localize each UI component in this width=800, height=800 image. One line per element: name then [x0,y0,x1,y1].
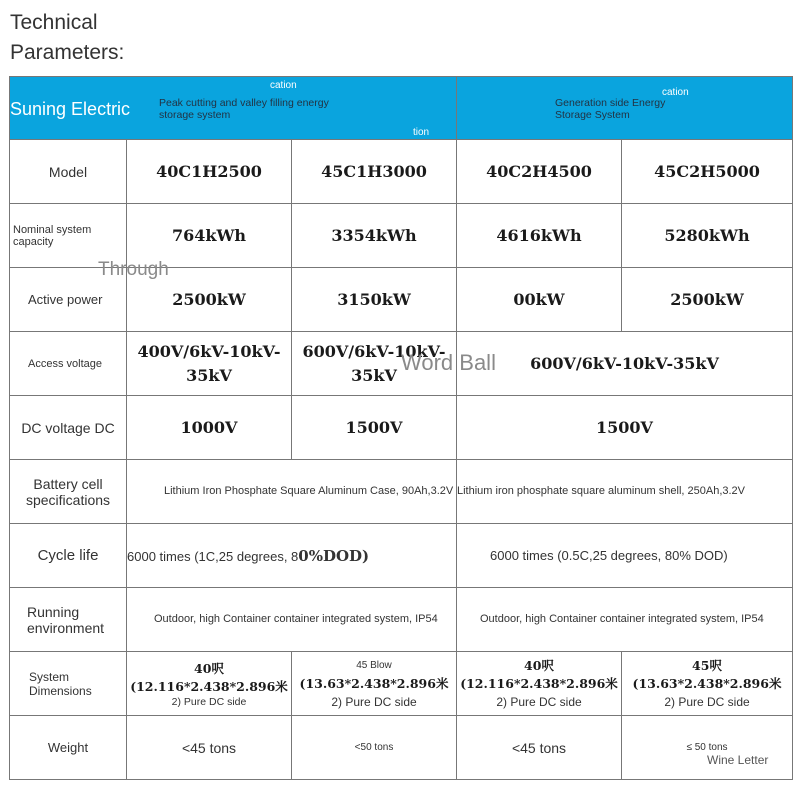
weight-value: <45 tons [127,716,292,780]
overlay-word-ball: Word Ball [401,350,496,375]
page-title: Technical Parameters: [10,11,125,64]
dimension-sub: 2) Pure DC side [331,694,417,709]
table-row [10,652,793,716]
power-value: 2500kW [622,268,793,332]
dimension-measure: (13.63*2.438*2.896米 [632,675,782,691]
capacity-value: 5280kWh [622,204,793,268]
row-label-capacity: Nominal system capacity [10,204,127,268]
battery-spec-right: Lithium iron phosphate square aluminum shell, 250Ah,3.2V [457,460,793,524]
header-right-cell [457,77,793,140]
dimension-size: 45 Blow [356,659,392,671]
brand-name: Suning Electric [10,99,131,119]
header-left-desc: Peak cutting and valley filling energy storage system [159,97,329,121]
dimension-sub: 2) Pure DC side [171,695,247,708]
header-left-cell [10,77,457,140]
battery-spec-left: Lithium Iron Phosphate Square Aluminum Case, 90Ah,3.2V [127,460,457,524]
row-label-weight: Weight [10,716,127,780]
overlay-through: Through [98,259,169,280]
dimension-cell [127,652,292,716]
row-label-cycle: Cycle life [10,524,127,588]
power-value: 00kW [457,268,622,332]
model-value: 40C2H4500 [457,140,622,204]
model-value: 45C1H3000 [292,140,457,204]
dimension-size: 45呎 [692,657,722,673]
dimension-cell [292,652,457,716]
dimension-size: 40呎 [194,660,224,676]
capacity-value: 764kWh [127,204,292,268]
environment-right: Outdoor, high Container container integrated system, IP54 [457,588,793,652]
model-value: 45C2H5000 [622,140,793,204]
header-right-tag: cation [662,87,689,98]
dimension-measure: (12.116*2.438*2.896米 [130,678,288,694]
table-row [10,460,793,524]
capacity-value: 3354kWh [292,204,457,268]
dimension-size: 40呎 [524,657,554,673]
row-label-environment: Running environment [10,588,127,652]
row-label-access-voltage: Access voltage [10,332,127,396]
table-row [10,524,793,588]
weight-value: ≤ 50 tons [622,716,793,780]
table-row [10,204,793,268]
access-voltage-value: 600V/6kV-10kV-35kV [457,332,793,396]
table-row [10,140,793,204]
header-left-tag: cation [270,80,297,91]
table-row [10,396,793,460]
cycle-life-left [127,524,457,588]
weight-value: <45 tons [457,716,622,780]
row-label-battery: Battery cell specifications [10,460,127,524]
cycle-life-left-a: 6000 times (1C,25 degrees, 8 [127,548,299,564]
power-value: 3150kW [292,268,457,332]
dc-voltage-value: 1500V [457,396,793,460]
dimension-sub: 2) Pure DC side [664,694,750,709]
row-label-power: Active power [10,268,127,332]
dimension-measure: (13.63*2.438*2.896米 [299,675,449,691]
dimension-sub: 2) Pure DC side [496,694,582,709]
dimension-cell [457,652,622,716]
row-label-dimensions: System Dimensions [10,652,127,716]
capacity-value: 4616kWh [457,204,622,268]
table-row [10,716,793,780]
table-header-row [10,77,793,140]
row-label-model: Model [10,140,127,204]
header-left-tag2: tion [413,127,430,138]
model-value: 40C1H2500 [127,140,292,204]
header-right-desc: Generation side Energy Storage System [555,97,666,121]
dimension-measure: (12.116*2.438*2.896米 [460,675,618,691]
table-row [10,588,793,652]
technical-parameters-table [9,76,793,780]
access-voltage-value: 600V/6kV-10kV-35kV [292,332,457,396]
cycle-life-right: 6000 times (0.5C,25 degrees, 80% DOD) [457,524,793,588]
dimension-cell [622,652,793,716]
weight-value: <50 tons [292,716,457,780]
access-voltage-value: 400V/6kV-10kV-35kV [127,332,292,396]
overlay-wine-letter: Wine Letter [707,753,769,767]
power-value: 2500kW [127,268,292,332]
row-label-dc-voltage: DC voltage DC [10,396,127,460]
dc-voltage-value: 1500V [292,396,457,460]
cycle-life-left-b: 0%DOD) [298,546,370,565]
dc-voltage-value: 1000V [127,396,292,460]
environment-left: Outdoor, high Container container integrated system, IP54 [127,588,457,652]
